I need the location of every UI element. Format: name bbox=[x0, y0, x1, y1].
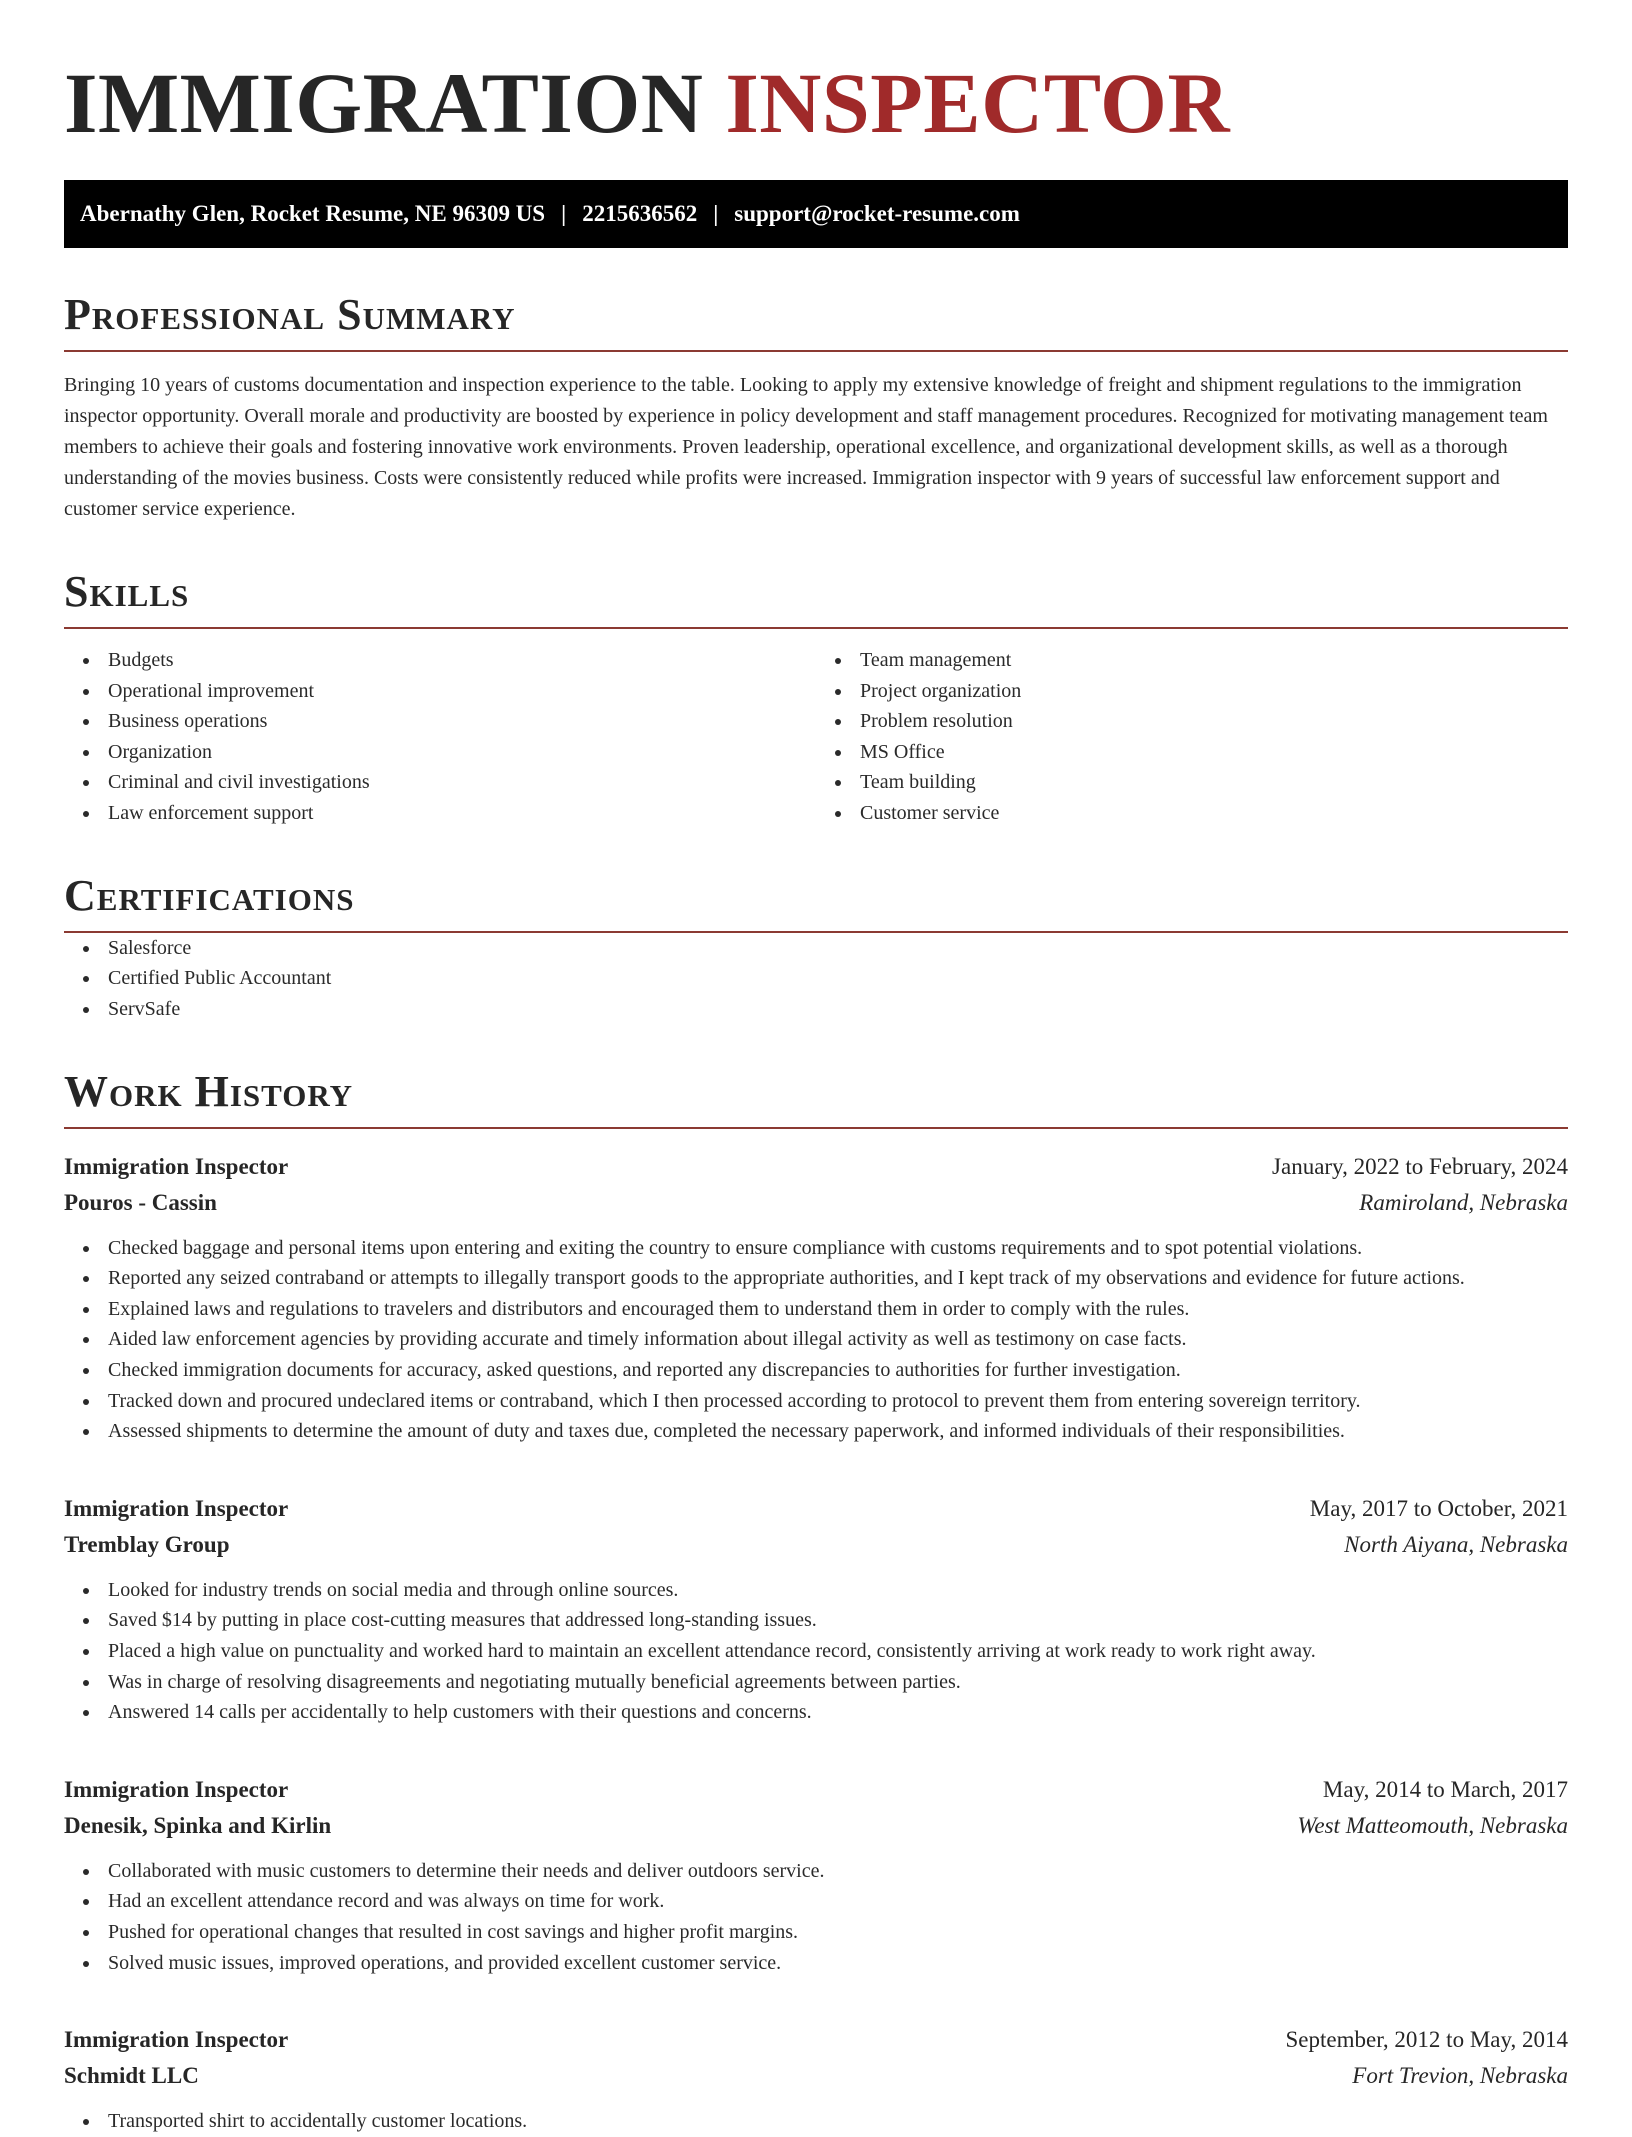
job-title: Immigration Inspector bbox=[64, 2027, 289, 2053]
job-duty: Answered 14 calls per accidentally to help customers with their questions and concerns. bbox=[108, 1697, 1568, 1728]
contact-separator: | bbox=[713, 200, 719, 226]
job-company: Pouros - Cassin bbox=[64, 1189, 217, 1215]
job-duty: Collaborated with music customers to determine their needs and deliver outdoors service. bbox=[108, 1856, 1568, 1887]
work-history-section bbox=[64, 1066, 1568, 2137]
job-duty: Aided law enforcement agencies by providing accurate and timely information about illegal activity as well as testimony on case facts. bbox=[108, 1324, 1568, 1355]
certifications-list bbox=[64, 933, 1568, 1025]
job-header-row bbox=[64, 1491, 1568, 1527]
job-company: Denesik, Spinka and Kirlin bbox=[64, 1812, 332, 1838]
job-dates: May, 2014 to March, 2017 bbox=[1322, 1776, 1568, 1802]
job-company-row bbox=[64, 1527, 1568, 1563]
skill-item: Organization bbox=[108, 737, 816, 768]
certifications-section bbox=[64, 870, 1568, 1025]
job-dates: January, 2022 to February, 2024 bbox=[1272, 1153, 1568, 1179]
contact-email: support@rocket-resume.com bbox=[734, 200, 1020, 226]
job-duties-list bbox=[64, 1233, 1568, 1447]
skills-title: Skills bbox=[64, 569, 1568, 629]
job-dates: September, 2012 to May, 2014 bbox=[1285, 2027, 1568, 2053]
work-history-title: Work History bbox=[64, 1069, 1568, 1129]
skills-list-right bbox=[816, 645, 1568, 829]
job-location: Ramiroland, Nebraska bbox=[1359, 1189, 1568, 1215]
job-duty: Transported shirt to accidentally customer locations. bbox=[108, 2106, 1568, 2137]
summary-section bbox=[64, 289, 1568, 525]
skill-item: Business operations bbox=[108, 706, 816, 737]
skill-item: Law enforcement support bbox=[108, 798, 816, 829]
contact-separator: | bbox=[561, 200, 567, 226]
skill-item: Operational improvement bbox=[108, 676, 816, 707]
job-duties-list bbox=[64, 1575, 1568, 1728]
job-duty: Assessed shipments to determine the amount of duty and taxes due, completed the necessary paperwork, and informed individuals of their responsibilities. bbox=[108, 1416, 1568, 1447]
certifications-title: Certifications bbox=[64, 873, 1568, 933]
contact-phone: 2215636562 bbox=[582, 200, 698, 226]
certification-item: Salesforce bbox=[108, 933, 1568, 964]
job-duty: Checked baggage and personal items upon entering and exiting the country to ensure compliance with customs requirements and to spot potential violations. bbox=[108, 1233, 1568, 1264]
skill-item: Customer service bbox=[860, 798, 1568, 829]
name-last: INSPECTOR bbox=[725, 55, 1231, 151]
skill-item: Project organization bbox=[860, 676, 1568, 707]
name-first: IMMIGRATION bbox=[64, 55, 704, 151]
job-duty: Placed a high value on punctuality and worked hard to maintain an excellent attendance record, consistently arriving at work ready to work right away. bbox=[108, 1636, 1568, 1667]
resume-name bbox=[64, 56, 1568, 151]
job-duty: Pushed for operational changes that resulted in cost savings and higher profit margins. bbox=[108, 1917, 1568, 1948]
job-header-row bbox=[64, 1772, 1568, 1808]
job-duty: Saved $14 by putting in place cost-cutting measures that addressed long-standing issues. bbox=[108, 1605, 1568, 1636]
job-location: West Matteomouth, Nebraska bbox=[1297, 1812, 1568, 1838]
job-title: Immigration Inspector bbox=[64, 1776, 289, 1802]
summary-text: Bringing 10 years of customs documentation and inspection experience to the table. Looking to apply my extensive knowledge of freight and shipment regulations to the immigration inspector opportunity. Overall morale and productivity are boosted by experience in policy development and staff management procedures. Recognized for motivating management team members to achieve their goals and fostering innovative work environments. Proven leadership, operational excellence, and organizational development skills, as well as a thorough understanding of the movies business. Costs were consistently reduced while profits were increased. Immigration inspector with 9 years of successful law enforcement support and customer service experience. bbox=[64, 373, 1548, 520]
job-entry bbox=[64, 1772, 1568, 1978]
skills-list-left bbox=[64, 645, 816, 829]
skill-item: Team management bbox=[860, 645, 1568, 676]
summary-title: Professional Summary bbox=[64, 292, 1568, 352]
skills-columns bbox=[64, 645, 1568, 829]
certification-item: ServSafe bbox=[108, 994, 1568, 1025]
job-duty: Was in charge of resolving disagreements and negotiating mutually beneficial agreements between parties. bbox=[108, 1667, 1568, 1698]
job-location: North Aiyana, Nebraska bbox=[1344, 1531, 1568, 1557]
job-duty: Tracked down and procured undeclared items or contraband, which I then processed according to protocol to prevent them from entering sovereign territory. bbox=[108, 1386, 1568, 1417]
job-duty: Solved music issues, improved operations, and provided excellent customer service. bbox=[108, 1948, 1568, 1979]
job-duty: Checked immigration documents for accuracy, asked questions, and reported any discrepancies to authorities for further investigation. bbox=[108, 1355, 1568, 1386]
job-duty: Reported any seized contraband or attempts to illegally transport goods to the appropriate authorities, and I kept track of my observations and evidence for future actions. bbox=[108, 1263, 1568, 1294]
certification-item: Certified Public Accountant bbox=[108, 963, 1568, 994]
job-company-row bbox=[64, 1185, 1568, 1221]
job-duties-list bbox=[64, 1856, 1568, 1978]
skill-item: Budgets bbox=[108, 645, 816, 676]
contact-bar bbox=[64, 180, 1568, 248]
job-location: Fort Trevion, Nebraska bbox=[1352, 2063, 1568, 2089]
job-company-row bbox=[64, 1808, 1568, 1844]
skill-item: Team building bbox=[860, 767, 1568, 798]
job-header-row bbox=[64, 1149, 1568, 1185]
job-entry bbox=[64, 2022, 1568, 2137]
job-entry bbox=[64, 1149, 1568, 1447]
job-company-row bbox=[64, 2058, 1568, 2094]
skill-item: Criminal and civil investigations bbox=[108, 767, 816, 798]
job-duty: Explained laws and regulations to travelers and distributors and encouraged them to understand them in order to comply with the rules. bbox=[108, 1294, 1568, 1325]
skill-item: Problem resolution bbox=[860, 706, 1568, 737]
skills-section bbox=[64, 566, 1568, 829]
job-title: Immigration Inspector bbox=[64, 1153, 289, 1179]
job-company: Schmidt LLC bbox=[64, 2063, 199, 2089]
job-duty: Looked for industry trends on social media and through online sources. bbox=[108, 1575, 1568, 1606]
job-duties-list bbox=[64, 2106, 1568, 2137]
job-dates: May, 2017 to October, 2021 bbox=[1309, 1495, 1568, 1521]
job-title: Immigration Inspector bbox=[64, 1495, 289, 1521]
job-header-row bbox=[64, 2022, 1568, 2058]
job-duty: Had an excellent attendance record and was always on time for work. bbox=[108, 1886, 1568, 1917]
job-company: Tremblay Group bbox=[64, 1531, 230, 1557]
job-entry bbox=[64, 1491, 1568, 1728]
skill-item: MS Office bbox=[860, 737, 1568, 768]
contact-address: Abernathy Glen, Rocket Resume, NE 96309 US bbox=[80, 200, 546, 226]
